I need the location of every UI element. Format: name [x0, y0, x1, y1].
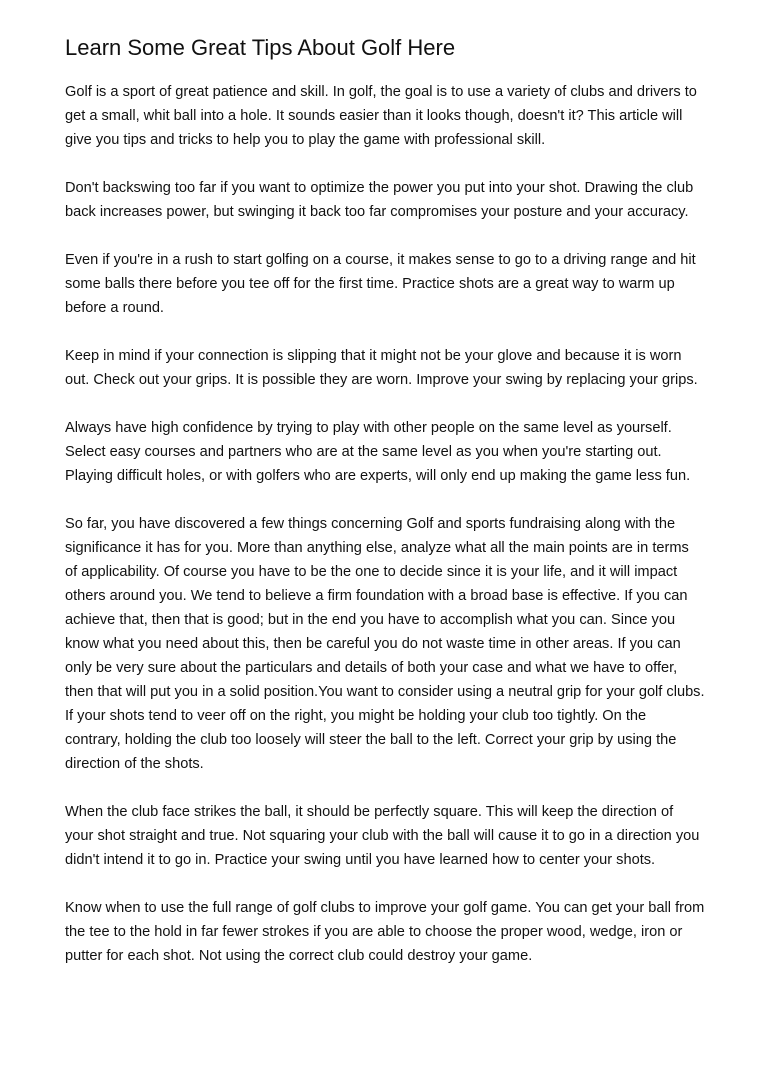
document-page: [65, 34, 705, 992]
page-title: Learn Some Great Tips About Golf Here: [65, 35, 456, 60]
paragraph: So far, you have discovered a few things concerning Golf and sports fundraising along with the significance it has for you. More than anything else, analyze what all the main points are in terms of applicability. Of course you have to be the one to decide since it is your life, and it will impact others around you. We tend to believe a firm foundation with a broad base is effective. If you can achieve that, then that is good; but in the end you have to accomplish what you can. Since you know what you need about this, then be careful you do not waste time in other areas. If you can only be very sure about the particulars and details of both your case and what we have to offer, then that will put you in a solid position.You want to consider using a neutral grip for your golf clubs. If your shots tend to veer off on the right, you might be holding your club too tightly. On the contrary, holding the club too loosely will steer the ball to the left. Correct your grip by using the direction of the shots.: [65, 516, 705, 772]
paragraph: When the club face strikes the ball, it should be perfectly square. This will keep the direction of your shot straight and true. Not squaring your club with the ball will cause it to go in a direction you didn't intend it to go in. Practice your swing until you have learned how to center your shots.: [65, 804, 700, 868]
paragraph: Know when to use the full range of golf clubs to improve your golf game. You can get your ball from the tee to the hold in far fewer strokes if you are able to choose the proper wood, wedge, iron or putter for each shot. Not using the correct club could destroy your game.: [65, 900, 705, 964]
paragraph: Don't backswing too far if you want to optimize the power you put into your shot. Drawing the club back increases power, but swinging it back too far compromises your posture and your accuracy.: [65, 180, 694, 220]
paragraph: Even if you're in a rush to start golfing on a course, it makes sense to go to a driving range and hit some balls there before you tee off for the first time. Practice shots are a great way to warm up before a round.: [65, 252, 696, 316]
paragraph: Golf is a sport of great patience and skill. In golf, the goal is to use a variety of clubs and drivers to get a small, whit ball into a hole. It sounds easier than it looks though, doesn't it? This article will give you tips and tricks to help you to play the game with professional skill.: [65, 84, 697, 148]
paragraph: Always have high confidence by trying to play with other people on the same level as yourself. Select easy courses and partners who are at the same level as you when you're starting out. Playing difficult holes, or with golfers who are experts, will only end up making the game less fun.: [65, 420, 691, 484]
paragraph: Keep in mind if your connection is slipping that it might not be your glove and because it is worn out. Check out your grips. It is possible they are worn. Improve your swing by replacing your grips.: [65, 348, 698, 388]
